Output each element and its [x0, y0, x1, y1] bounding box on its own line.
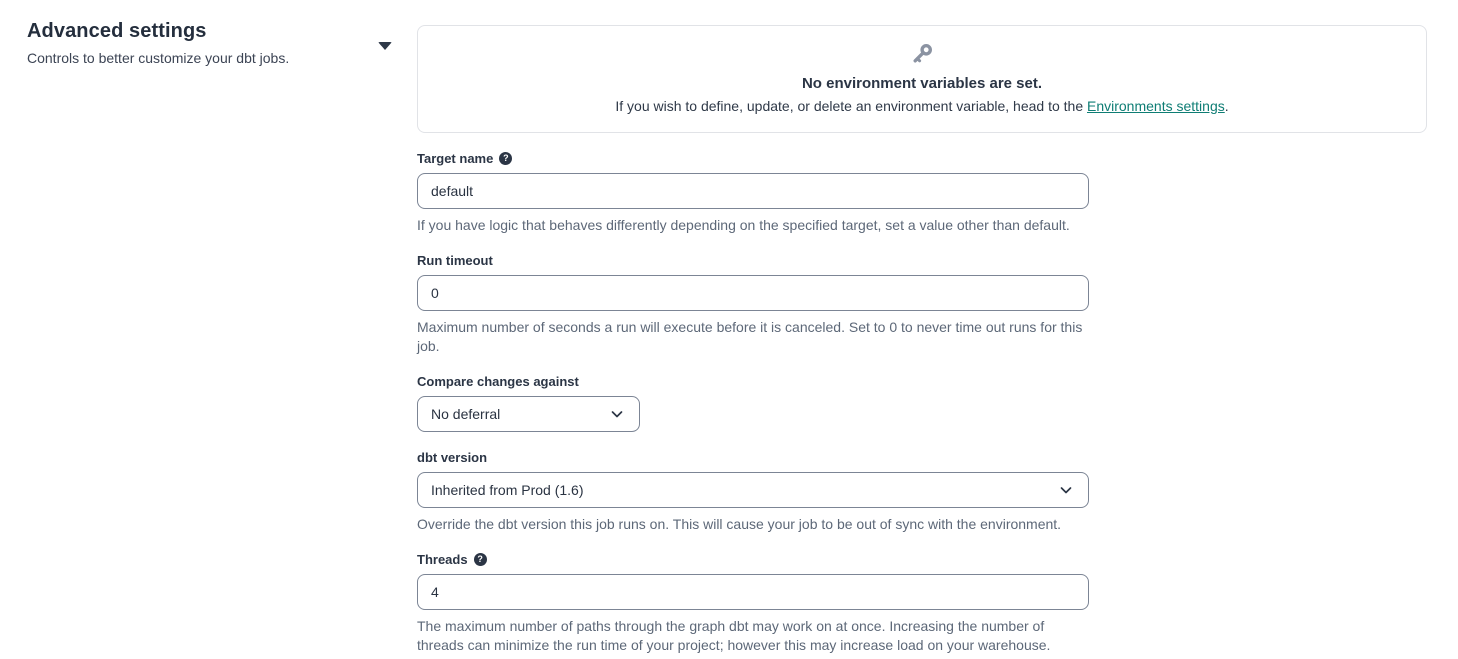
- dbt-version-label-row: [417, 450, 1089, 465]
- compare-changes-label-row: [417, 374, 1089, 389]
- run-timeout-label: Run timeout: [417, 253, 493, 268]
- threads-help-icon[interactable]: ?: [474, 553, 487, 566]
- field-threads: [417, 552, 1089, 655]
- threads-label-row: [417, 552, 1089, 567]
- threads-input[interactable]: [417, 574, 1089, 610]
- run-timeout-helper: Maximum number of seconds a run will execute before it is canceled. Set to 0 to never time out runs for this job.: [417, 319, 1083, 354]
- env-empty-message: [418, 98, 1426, 114]
- section-header: [27, 20, 367, 66]
- key-icon: [910, 42, 934, 66]
- dbt-version-label: dbt version: [417, 450, 488, 465]
- collapse-section-caret-icon[interactable]: [378, 42, 392, 50]
- field-dbt-version: [417, 450, 1089, 534]
- chevron-down-icon: [1058, 482, 1074, 498]
- page-subtitle: Controls to better customize your dbt jobs.: [27, 50, 290, 66]
- field-target-name: [417, 151, 1089, 235]
- chevron-down-icon: [609, 406, 625, 422]
- dbt-version-value: Inherited from Prod (1.6): [431, 482, 584, 498]
- target-name-label: Target name: [417, 151, 494, 166]
- page-title: Advanced settings: [27, 20, 207, 42]
- env-message-suffix: .: [1224, 98, 1229, 114]
- dbt-version-helper: Override the dbt version this job runs on. This will cause your job to be out of sync with the environment.: [417, 516, 1062, 532]
- compare-changes-select[interactable]: [417, 396, 640, 432]
- threads-helper: The maximum number of paths through the graph dbt may work on at once. Increasing the number of threads can minimize the run time of your project; however this may increase load on your warehouse.: [417, 618, 1051, 653]
- compare-changes-label: Compare changes against: [417, 374, 579, 389]
- target-name-help-icon[interactable]: ?: [499, 152, 512, 165]
- advanced-settings-form: [417, 151, 1089, 655]
- threads-label: Threads: [417, 552, 468, 567]
- compare-changes-value: No deferral: [431, 406, 501, 422]
- field-compare-changes: [417, 374, 1089, 432]
- env-message-prefix: If you wish to define, update, or delete an environment variable, head to the: [615, 98, 1087, 114]
- settings-content: [417, 25, 1427, 659]
- run-timeout-label-row: [417, 253, 1089, 268]
- env-variables-empty-card: [417, 25, 1427, 133]
- run-timeout-input[interactable]: [417, 275, 1089, 311]
- env-empty-title: No environment variables are set.: [801, 75, 1043, 92]
- dbt-version-select[interactable]: [417, 472, 1089, 508]
- environments-settings-link[interactable]: Environments settings: [1087, 98, 1225, 114]
- target-name-helper: If you have logic that behaves differently depending on the specified target, set a value other than default.: [417, 217, 1070, 233]
- target-name-label-row: [417, 151, 1089, 166]
- field-run-timeout: [417, 253, 1089, 356]
- target-name-input[interactable]: [417, 173, 1089, 209]
